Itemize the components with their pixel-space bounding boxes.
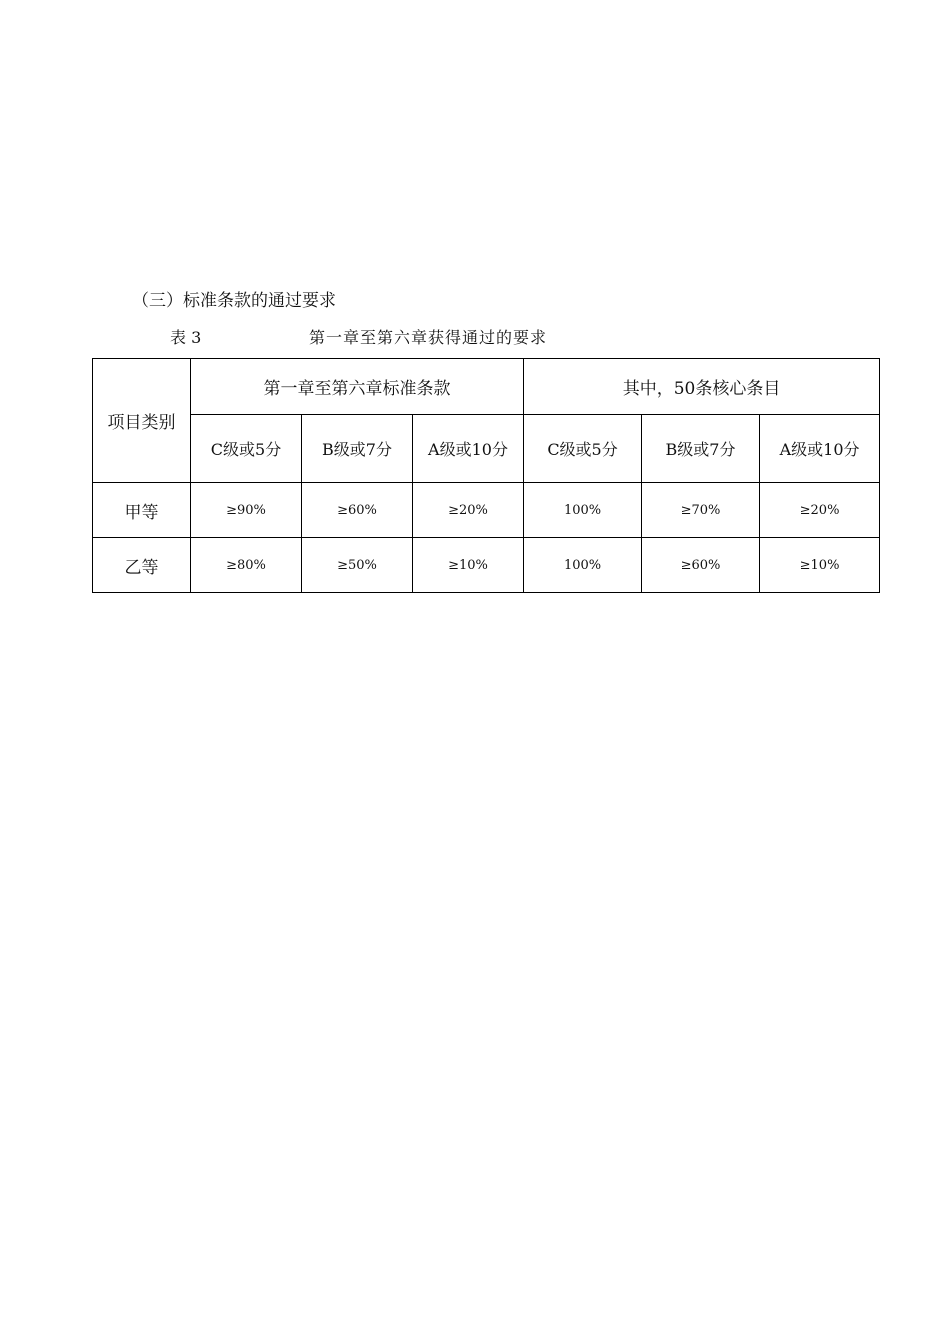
sub-header-cell: B级或7分 [642,415,760,483]
value-cell: ≥70% [642,483,760,538]
value-cell: ≥50% [302,538,413,593]
value-cell: ≥10% [760,538,880,593]
sub-header-cell: B级或7分 [302,415,413,483]
row-label-cell: 乙等 [93,538,191,593]
section-heading: （三）标准条款的通过要求 [132,291,336,311]
requirements-table [92,358,880,593]
sub-header-cell: A级或10分 [760,415,880,483]
table-row [93,538,880,593]
value-cell: ≥10% [413,538,524,593]
group-header-core-items: 其中，50条核心条目 [524,359,880,415]
sub-header-cell: C级或5分 [191,415,302,483]
sub-header-cell: C级或5分 [524,415,642,483]
table-caption-label: 表 3 [170,328,202,347]
table-caption-title: 第一章至第六章获得通过的要求 [309,328,548,347]
value-cell: ≥80% [191,538,302,593]
group-header-standard-clauses: 第一章至第六章标准条款 [191,359,524,415]
value-cell: ≥20% [760,483,880,538]
value-cell: 100% [524,483,642,538]
value-cell: ≥20% [413,483,524,538]
row-header-cell: 项目类别 [93,359,191,483]
value-cell: 100% [524,538,642,593]
value-cell: ≥60% [302,483,413,538]
value-cell: ≥60% [642,538,760,593]
sub-header-cell: A级或10分 [413,415,524,483]
row-label-cell: 甲等 [93,483,191,538]
table-row [93,483,880,538]
value-cell: ≥90% [191,483,302,538]
